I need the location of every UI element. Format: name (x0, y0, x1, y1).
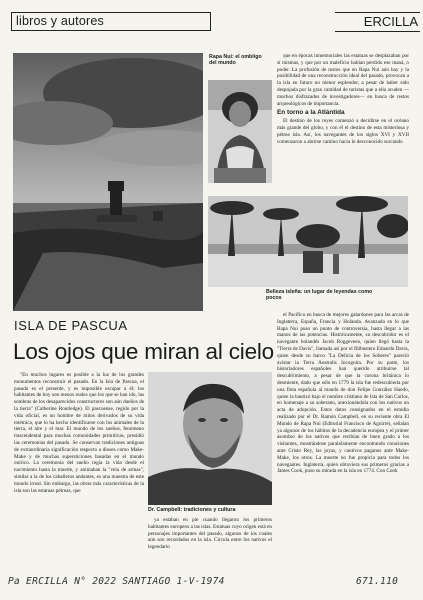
article-headline: Los ojos que miran al cielo (13, 339, 274, 364)
paragraph-pacifico: el Pacífico en busca de mejores galardones para las arcas de Inglaterra, España, Francia y Holanda. Avanzada en lo que Rapa Nui puso un punto de controversia, hasta llegar a las manos de las potencias. Históricamente, su descubridor es el navegante holandés Jacob Roggeveen, quien llegó hasta la "Tierra de Davis", llamada así por el filibustero Eduardo Davis, quien desde su barco "La Delicia de los Soberes" pareció avistar la Terra Australis Incognita. Por su parte, los historiadores españoles han querido atribuirse tal descubrimiento, a pesar de que la corona británica lo desmiente, dado que sólo en 1779 la isla fue redescubierta por una flota española al mando de don Felipe González Haedo, quien la bautizó bajo el nombre cristiano de Isla de San Carlos, en homenaje a su soberano, anexionándola con los nativos un acta de adopción. Estos datos consignados en el estudio realizado por el Dr. Ramón Campbell, en su reciente obra El Mundo de Rapa Nui (Editorial Francisco de Aguirre), señalan ya algunos de los hábitos de la decadencia europea y el primer asombro de los nativos que recibían de buen grado a los visitantes, mostrándose paralelamente encontrando creaciones ante Cristo Rey, las joyas, y cautivos paganos ante Make-Make, los otros. La muerte no fue propicia para todos los navegantes. Inglaterra, quien obtuviera sus primeros gracias a James Cook, puso su mirada en la isla en 1774. Con Cook (277, 312, 409, 475)
woman-portrait-photo (208, 80, 272, 183)
photo-caption-campbell: Dr. Campbell: tradiciones y cultura (148, 507, 236, 513)
section-header: libros y autores (11, 12, 211, 31)
palm-beach-photo (208, 196, 408, 287)
handwritten-archive-code: 671.110 (356, 576, 399, 587)
article-text-col-left (14, 372, 144, 574)
article-text-col-middle (148, 517, 272, 574)
article-text-col-right-bottom (277, 312, 409, 574)
photo-caption-belleza: Belleza isleña: un lugar de leyendas como pocos (266, 289, 373, 302)
magazine-name: ERCILLA (335, 12, 420, 32)
article-text-col-right-top (277, 53, 409, 203)
photo-caption-rapa-nui: Rapa Nui: el ombligo del mundo (209, 54, 262, 67)
subhead-atlantida: En torno a la Atlántida (277, 109, 345, 117)
paragraph-intro: que en épocas inmemoriales las estatuas se desplazaban por sí mismas, y que por un maleficio habían perdido ese maná, o poder. La profusión de restos que en Rapa Nui aún hay y la posibilidad de una reconstrucción ideal del pasado, provocan a la isla en futuro no menor esplendor, a pesar de haber sido despojada por la gran cantidad de turistas que a ella acuden —muchos disfrazados de investigadores— en busca de restos arqueológicos de importancia. (277, 53, 409, 107)
handwritten-source-note: Pa ERCILLA N° 2022 SANTIAGO 1-V-1974 (8, 576, 225, 587)
paragraph-reyes: El destino de los reyes comenzó a decidirse en el océano más grande del globo, y con él el destino de esta misteriosa y pétrea isla. Así, los navegantes de los siglos XVI y XVII comenzaron a abrirse camino hacia lo desconocido surcando (277, 118, 409, 145)
moai-landscape-photo (13, 53, 203, 311)
paragraph-estatuas: ya estaban en pie cuando llegaron los primeros habitantes europeos a las islas. Estatuas cuyo origen está en personajes importantes del pasado, algunos de los cuales aún son recordados en la isla. Circula entre los nativos el legendario (148, 517, 272, 551)
campbell-portrait-photo (148, 372, 272, 505)
section-label: ISLA DE PASCUA (14, 318, 128, 333)
paragraph-routledge: "En muchos lugares es posible a la luz de los grandes monumentos reconstruir el pasado. En la Isla de Pascua, el pasado es el presente, y es imposible escapar a él; los habitantes de hoy son menos reales que los que se han ido, las sombras de los desaparecidos constructores son aún dueños de la tierra" (Catherine Routledge). El pascuense, regido por la vida oficial, es un hombre de mitos derivados de su vida totémica, que lo ha hecho identificarse con los animales de la tierra, el aire y el mar. El mundo de los sueños, fenómeno trascendental para muchas comunidades primitivas, presidió las ceremonias del pasado. Se conservan tradiciones antiguas de extraordinaria significación respecto a dioses como Make-Make y de muchas supersticiones basadas en el mundo onírico. La ceremonia del sueño regía la vida desde el nacimiento hasta la muerte, y animaban la "vela de armas", similar a la de los caballeros andantes, es una muestra de este mundo irreal. Sin embargo, las obras más características de la isla son las estatuas pétreas, que (14, 372, 144, 494)
